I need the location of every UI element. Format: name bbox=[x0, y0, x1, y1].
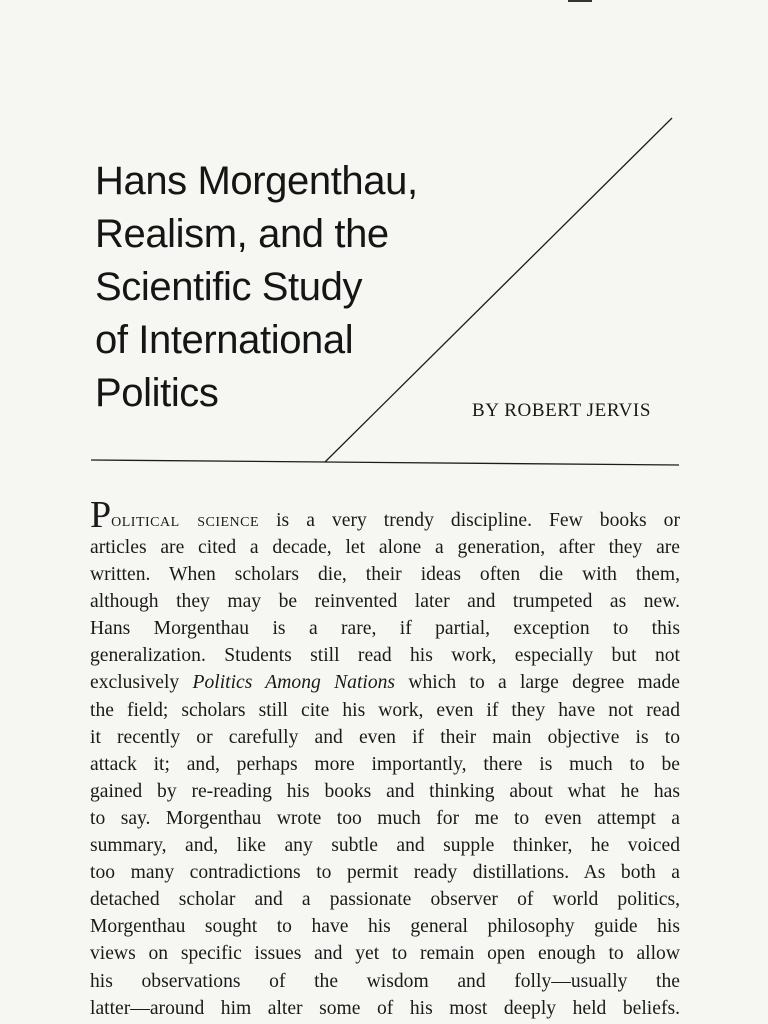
body-line bbox=[90, 494, 680, 536]
body-line: too many contradictions to permit ready distillations. As both a bbox=[90, 862, 680, 884]
body-line: Morgenthau sought to have his general philosophy guide his bbox=[90, 916, 680, 938]
title-line: Realism, and the bbox=[95, 212, 389, 256]
title-line: of International bbox=[95, 318, 354, 362]
book-title: Politics Among Nations bbox=[192, 672, 396, 694]
horizontal-rule bbox=[91, 460, 679, 465]
body-line bbox=[90, 669, 680, 696]
body-line: articles are cited a decade, let alone a generation, after they are bbox=[90, 537, 680, 558]
body-line: Hans Morgenthau is a rare, if partial, exception to this bbox=[90, 618, 680, 640]
article-title bbox=[95, 155, 495, 420]
body-line: it recently or carefully and even if their main objective is to bbox=[90, 726, 680, 748]
line-text: is a very trendy discipline. Few books or bbox=[259, 510, 680, 531]
body-line: summary, and, like any subtle and supple thinker, he voiced bbox=[90, 835, 680, 857]
body-line: generalization. Students still read his work, especially but not bbox=[90, 645, 680, 667]
body-line: latter—around him alter some of his most deeply held beliefs. bbox=[90, 997, 680, 1019]
body-line: attack it; and, perhaps more importantly, there is much to be bbox=[90, 753, 680, 775]
line-text: exclusively bbox=[90, 672, 193, 694]
drop-cap: P bbox=[90, 494, 112, 536]
author-byline: BY ROBERT JERVIS bbox=[472, 400, 652, 421]
body-line: the field; scholars still cite his work, even if they have not read bbox=[90, 699, 680, 721]
title-line: Politics bbox=[95, 371, 219, 415]
body-line: his observations of the wisdom and folly—usually the bbox=[90, 970, 680, 992]
title-line: Scientific Study bbox=[95, 265, 363, 309]
line-text: which to a large degree made bbox=[395, 672, 680, 694]
body-line: although they may be reinvented later and trumpeted as new. bbox=[90, 591, 680, 613]
body-line: written. When scholars die, their ideas often die with them, bbox=[90, 564, 680, 586]
article-body bbox=[90, 494, 680, 1022]
title-line: Hans Morgenthau, bbox=[95, 159, 418, 203]
body-line: to say. Morgenthau wrote too much for me to even attempt a bbox=[90, 807, 680, 829]
body-line: views on specific issues and yet to remain open enough to allow bbox=[90, 943, 680, 965]
opening-small-caps: olitical science bbox=[111, 510, 260, 531]
body-line: detached scholar and a passionate observer of world politics, bbox=[90, 889, 680, 911]
body-line: gained by re-reading his books and thinking about what he has bbox=[90, 780, 680, 802]
